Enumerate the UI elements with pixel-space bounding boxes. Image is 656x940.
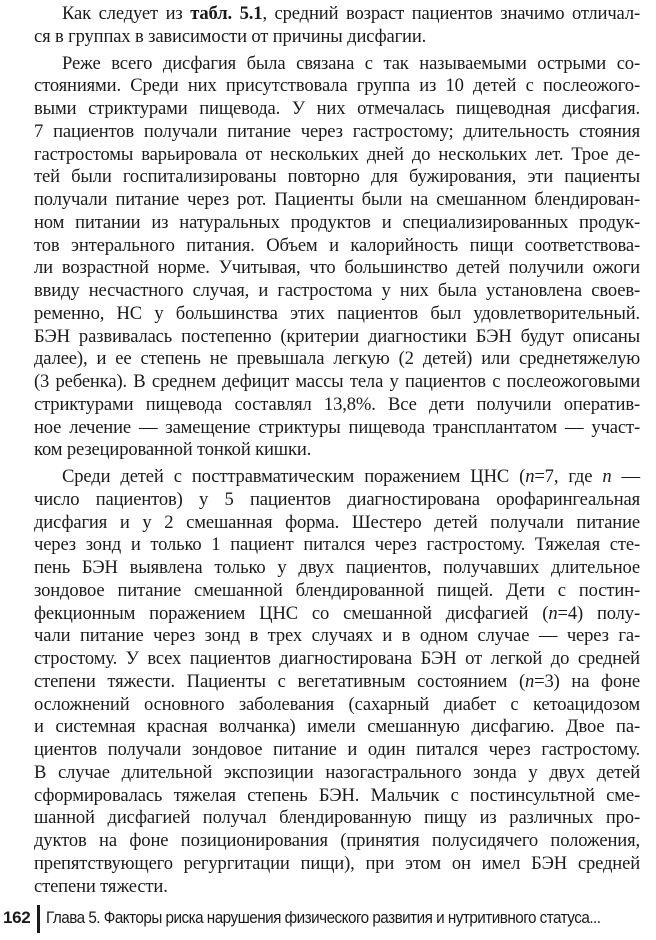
- text-line: пень БЭН выявлена только у двух пациентов, получавших длительное: [34, 557, 640, 578]
- variable-symbol: n: [602, 466, 612, 487]
- text-line: Реже всего дисфагия была связана с так называемыми острыми со-: [62, 52, 640, 74]
- text-segment: Среди детей с посттравматическим поражением ЦНС (: [62, 466, 526, 487]
- text-segment: =7, где: [534, 466, 603, 487]
- variable-symbol: n: [525, 670, 535, 692]
- variable-symbol: n: [525, 466, 535, 487]
- text-line: препятствующего регургитации пищи), при этом он имел БЭН средней: [34, 852, 640, 874]
- text-line: ременно, НС у большинства этих пациентов был удовлетворительный.: [34, 302, 640, 324]
- text-line: ввиду несчастного случая, и гастростома у них была установлена своев-: [34, 280, 640, 301]
- text-line: выми стриктурами пищевода. У них отмечалась пищеводная дисфагия.: [34, 98, 640, 119]
- text-segment: фекционным поражением ЦНС со смешанной дисфагией (: [34, 602, 549, 624]
- text-line: через зонд и только 1 пациент питался через гастростому. Тяжелая сте-: [34, 534, 640, 556]
- text-line: 7 пациентов получали питание через гастростому; длительность стояния: [34, 120, 640, 142]
- text-line: осложнений основного заболевания (сахарный диабет с кетоацидозом: [34, 693, 640, 715]
- text-line: дуктов на фоне позиционирования (принятия полусидячего положения,: [34, 830, 640, 851]
- text-line: ном питании из натуральных продуктов и специализированных продук-: [34, 211, 640, 233]
- table-reference: табл. 5.1: [190, 3, 263, 24]
- variable-symbol: n: [548, 602, 558, 624]
- page-footer: [0, 905, 656, 933]
- text-line: тов энтерального питания. Объем и калорийность пищи соответствова-: [34, 234, 640, 256]
- text-line: степени тяжести.: [34, 875, 168, 897]
- text-line: тей были госпитализированы повторно для бужирования, эти пациенты: [34, 166, 640, 188]
- text-line: стростому. У всех пациентов диагностирована БЭН от легкой до средней: [34, 648, 640, 669]
- text-line: [34, 466, 640, 489]
- text-line: (3 ребенка). В среднем дефицит массы тела у пациентов с послеожоговыми: [34, 371, 640, 392]
- text-line: гастростомы варьировала от нескольких дней до нескольких лет. Трое де-: [34, 143, 640, 165]
- text-line: [34, 3, 640, 26]
- text-line: дисфагия и у 2 смешанная форма. Шестеро детей получали питание: [34, 511, 640, 533]
- text-segment: —: [611, 466, 640, 487]
- text-segment: =4) полу-: [557, 602, 640, 624]
- text-line: ся в группах в зависимости от причины дисфагии.: [34, 25, 427, 47]
- text-line: число пациентов) у 5 пациентов диагностирована орофарингеальная: [34, 488, 640, 510]
- running-head: Глава 5. Факторы риска нарушения физического развития и нутритивного статуса...: [46, 909, 601, 927]
- text-line: стояниями. Среди них присутствовала группа из 10 детей с послеожого-: [34, 75, 640, 97]
- text-line: циентов получали зондовое питание и один питался через гастростому.: [34, 739, 640, 760]
- text-segment: Как следует из: [62, 3, 191, 24]
- body-text: [34, 3, 640, 898]
- text-line: шанной дисфагией получал блендированную пищу из различных про-: [34, 807, 640, 829]
- text-line: [34, 671, 640, 694]
- text-line: чали питание через зонд в трех случаях и в одном случае — через га-: [34, 625, 640, 647]
- text-line: ком резецированной тонкой кишки.: [34, 439, 312, 461]
- page-number: 162: [3, 908, 31, 927]
- text-line: ли возрастной норме. Учитывая, что большинство детей получили ожоги: [34, 257, 640, 279]
- text-line: БЭН развивалась постепенно (критерии диагностики БЭН будут описаны: [34, 325, 640, 347]
- text-line: далее), и ее степень не превышала легкую (2 детей) или среднетяжелую: [34, 348, 640, 370]
- text-segment: , средний возраст пациентов значимо отличал-: [262, 3, 640, 24]
- text-line: [34, 603, 640, 626]
- text-line: стриктурами пищевода составлял 13,8%. Все дети получили оператив-: [34, 393, 640, 415]
- text-line: зондовое питание смешанной блендированной пищей. Дети с постин-: [34, 579, 640, 601]
- text-line: и системная красная волчанка) имели смешанную дисфагию. Двое па-: [34, 716, 640, 738]
- text-segment: =3) на фоне: [534, 670, 641, 692]
- text-line: В случае длительной экспозиции назогастрального зонда у двух детей: [34, 761, 640, 783]
- text-line: ное лечение — замещение стриктуры пищевода трансплантатом — участ-: [34, 416, 640, 438]
- text-segment: степени тяжести. Пациенты с вегетативным состоянием (: [34, 670, 525, 692]
- text-line: получали питание через рот. Пациенты были на смешанном блендирован-: [34, 189, 640, 210]
- text-line: сформировалась тяжелая степень БЭН. Мальчик с постинсультной сме-: [34, 784, 640, 806]
- footer-divider: [37, 905, 40, 933]
